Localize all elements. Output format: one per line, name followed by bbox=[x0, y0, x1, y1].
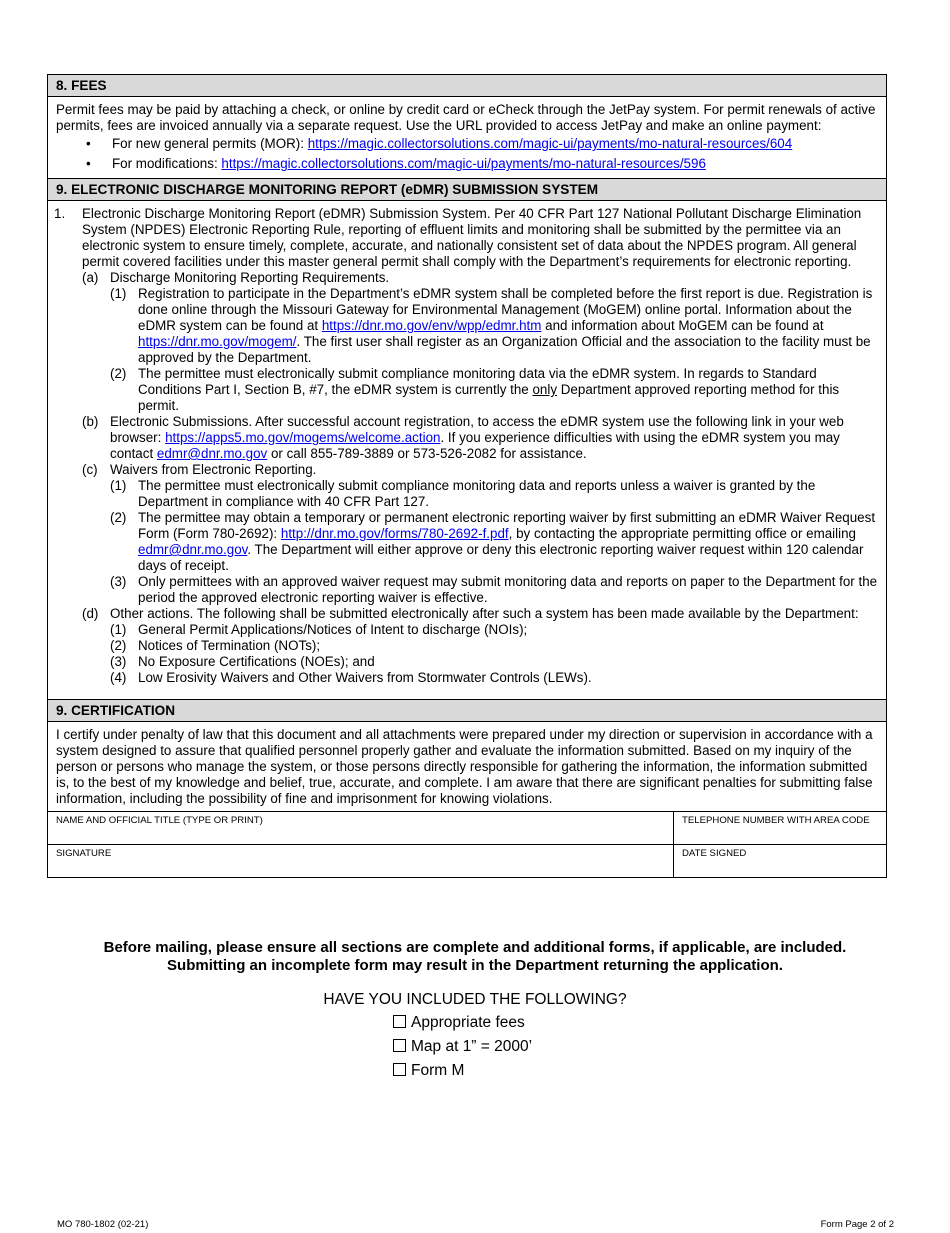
edmr-intro: Electronic Discharge Monitoring Report (eDMR) Submission System. Per 40 CFR Part 127 National Pollutant Discharge Elimination System (NPDES) Electronic Reporting Rule, reporting of effluent limits and monitoring shall be submitted by the permittee via an electronic system to ensure timely, complete, accurate, and nationally consistent set of data about the NPDES program. All general permit covered facilities under this master general permit shall comply with the Department’s requirements for electronic reporting. bbox=[82, 206, 862, 269]
date-signed-label: DATE SIGNED bbox=[682, 848, 747, 859]
edmr-section-body bbox=[48, 201, 886, 699]
form-container bbox=[47, 74, 887, 878]
edmr-item-c-3: (3) Only permittees with an approved waiver request may submit monitoring data and reports on paper to the Department for the period the approved electronic reporting waiver is effective. bbox=[110, 574, 878, 605]
fees-section-header: 8. FEES bbox=[48, 75, 886, 97]
name-title-label: NAME AND OFFICIAL TITLE (TYPE OR PRINT) bbox=[56, 815, 263, 826]
bullet-icon: • bbox=[86, 156, 91, 171]
page-number: Form Page 2 of 2 bbox=[820, 1219, 894, 1230]
signature-label: SIGNATURE bbox=[56, 848, 112, 859]
name-title-field[interactable] bbox=[48, 812, 674, 844]
checklist-item-fees[interactable] bbox=[393, 1013, 525, 1033]
mailing-notice bbox=[0, 939, 950, 975]
fees-bullet-label: For new general permits (MOR): bbox=[112, 136, 308, 151]
edmr-info-link[interactable]: https://dnr.mo.gov/env/wpp/edmr.htm bbox=[321, 318, 542, 333]
edmr-item-a: (a) Discharge Monitoring Reporting Requirements. (1) Registration to participate in the Department’s eDMR system shall be completed before the first report is due. Registration is done online through the Missouri Gateway for Environmental Management (MoGEM) online portal. Information about the eDMR system can be found at https://dnr.mo.gov/env/wpp/edmr.htm and information about MoGEM can be found at https://dnr.mo.gov/mogem/. The first user shall register as an Organization Official and the association to the facility must be approved by the Department. (2) The permittee must electronically submit compliance monitoring data via the eDMR system. In regards to Standard Conditions Part I, Section B, #7, the eDMR system is currently the only Department approved reporting method for this permit. bbox=[82, 270, 878, 414]
list-item: (4) Low Erosivity Waivers and Other Waivers from Stormwater Controls (LEWs). bbox=[110, 670, 592, 685]
fees-section-body bbox=[48, 97, 886, 178]
fees-bullet-label: For modifications: bbox=[112, 156, 222, 171]
list-item bbox=[56, 134, 878, 154]
edmr-item-c: (c) Waivers from Electronic Reporting. (1) The permittee must electronically submit compliance monitoring data and reports unless a waiver is granted by the Department in compliance with 40 CFR Part 127. (2) The permittee may obtain a temporary or permanent electronic reporting waiver by first submitting an eDMR Waiver Request Form (Form 780-2692): http://dnr.mo.gov/forms/780-2692-f.pdf, by contacting the appropriate permitting office or emailing edmr@dnr.mo.gov. The Department will either approve or deny this electronic reporting waiver request within 120 calendar days of receipt. (3) Only permittees with an approved waiver request may submit monitoring data and reports on paper to the Department for the period the approved electronic reporting waiver is effective. bbox=[82, 462, 878, 605]
fees-link-list bbox=[56, 134, 878, 174]
checklist-item-label: Map at 1” = 2000’ bbox=[411, 1038, 533, 1055]
waiver-form-link[interactable]: http://dnr.mo.gov/forms/780-2692-f.pdf bbox=[280, 526, 509, 541]
edmr-item-d: (d) Other actions. The following shall be submitted electronically after such a system has been made available by the Department: (1) General Permit Applications/Notices of Intent to discharge (NOIs); (2) Notices of Termination (NOTs); (3) No Exposure Certifications (NOEs); and (4) Low Erosivity Waivers and Other Waivers from Stormwater Controls (LEWs). bbox=[82, 606, 878, 686]
signature-row-1 bbox=[48, 811, 886, 844]
form-id: MO 780-1802 (02-21) bbox=[57, 1219, 149, 1230]
edmr-item-a-title: Discharge Monitoring Reporting Requirements. bbox=[110, 270, 390, 285]
list-item: (2) Notices of Termination (NOTs); bbox=[110, 638, 321, 653]
signature-row-2 bbox=[48, 844, 886, 877]
new-permit-payment-link[interactable]: https://magic.collectorsolutions.com/magic-ui/payments/mo-natural-resources/604 bbox=[307, 136, 793, 151]
mogem-link[interactable]: https://dnr.mo.gov/mogem/ bbox=[138, 334, 297, 349]
edmr-item-c-1: (1) The permittee must electronically submit compliance monitoring data and reports unless a waiver is granted by the Department in compliance with 40 CFR Part 127. bbox=[110, 478, 816, 509]
certification-section-header: 9. CERTIFICATION bbox=[48, 699, 886, 722]
list-item bbox=[56, 154, 878, 174]
date-signed-field[interactable] bbox=[674, 845, 886, 877]
fees-text: Permit fees may be paid by attaching a check, or online by credit card or eCheck through the JetPay system. For permit renewals of active permits, fees are invoiced annually via a separate request. Use the URL provided to access JetPay and make an online payment: bbox=[56, 102, 876, 133]
edmr-item-a-2: (2) The permittee must electronically submit compliance monitoring data via the eDMR system. In regards to Standard Conditions Part I, Section B, #7, the eDMR system is currently the only Department approved reporting method for this permit. bbox=[110, 366, 840, 413]
certification-text: I certify under penalty of law that this document and all attachments were prepared under my direction or supervision in accordance with a system designed to assure that qualified personnel properly gather and evaluate the information submitted. Based on my inquiry of the person or persons who manage the system, or those persons directly responsible for gathering the information, the information submitted is, to the best of my knowledge and belief, true, accurate, and complete. I am aware that there are significant penalties for submitting false information, including the possibility of fine and imprisonment for knowing violations. bbox=[56, 727, 873, 806]
mogems-welcome-link[interactable]: https://apps5.mo.gov/mogems/welcome.action bbox=[165, 430, 441, 445]
checkbox-icon[interactable] bbox=[393, 1015, 406, 1028]
edmr-item-c-2: (2) The permittee may obtain a temporary or permanent electronic reporting waiver by first submitting an eDMR Waiver Request Form (Form 780-2692): http://dnr.mo.gov/forms/780-2692-f.pdf, by contacting the appropriate permitting office or emailing edmr@dnr.mo.gov. The Department will either approve or deny this electronic reporting waiver request within 120 calendar days of receipt. bbox=[110, 510, 876, 573]
mailing-notice-line1: Before mailing, please ensure all sections are complete and additional forms, if applicable, are included. bbox=[103, 939, 847, 956]
edmr-email-link[interactable]: edmr@dnr.mo.gov bbox=[138, 542, 248, 557]
telephone-field[interactable] bbox=[674, 812, 886, 844]
checkbox-icon[interactable] bbox=[393, 1039, 406, 1052]
edmr-item-a-1: (1) Registration to participate in the Department’s eDMR system shall be completed before the first report is due. Registration is done online through the Missouri Gateway for Environmental Management (MoGEM) online portal. Information about the eDMR system can be found at https://dnr.mo.gov/env/wpp/edmr.htm and information about MoGEM can be found at https://dnr.mo.gov/mogem/. The first user shall register as an Organization Official and the association to the facility must be approved by the Department. bbox=[110, 286, 873, 365]
bullet-icon: • bbox=[86, 136, 91, 151]
checklist-title: HAVE YOU INCLUDED THE FOLLOWING? bbox=[323, 991, 627, 1008]
edmr-item-c-title: Waivers from Electronic Reporting. bbox=[110, 462, 317, 477]
edmr-section-header: 9. ELECTRONIC DISCHARGE MONITORING REPORT (eDMR) SUBMISSION SYSTEM bbox=[48, 178, 886, 201]
checklist-item-map[interactable] bbox=[393, 1037, 532, 1057]
checklist-item-label: Appropriate fees bbox=[411, 1014, 525, 1031]
edmr-item-d-title: Other actions. The following shall be submitted electronically after such a system has been made available by the Department: bbox=[110, 606, 859, 621]
checklist-item-form-m[interactable] bbox=[393, 1061, 464, 1081]
list-item: (1) General Permit Applications/Notices of Intent to discharge (NOIs); bbox=[110, 622, 528, 637]
edmr-email-link[interactable]: edmr@dnr.mo.gov bbox=[156, 446, 268, 461]
checkbox-icon[interactable] bbox=[393, 1063, 406, 1076]
list-item: (3) No Exposure Certifications (NOEs); and bbox=[110, 654, 375, 669]
item-number: 1. bbox=[54, 206, 66, 221]
checklist-item-label: Form M bbox=[411, 1062, 465, 1079]
signature-field[interactable] bbox=[48, 845, 674, 877]
telephone-label: TELEPHONE NUMBER WITH AREA CODE bbox=[682, 815, 870, 826]
mailing-notice-line2: Submitting an incomplete form may result in the Department returning the application. bbox=[167, 957, 783, 974]
modification-payment-link[interactable]: https://magic.collectorsolutions.com/magic-ui/payments/mo-natural-resources/596 bbox=[221, 156, 706, 171]
edmr-item-b: (b) Electronic Submissions. After successful account registration, to access the eDMR system use the following link in your web browser: https://apps5.mo.gov/mogems/welcome.action. If you experience difficulties with using the eDMR system you may contact edmr@dnr.mo.gov or call 855-789-3889 or 573-526-2082 for assistance. bbox=[82, 414, 844, 461]
